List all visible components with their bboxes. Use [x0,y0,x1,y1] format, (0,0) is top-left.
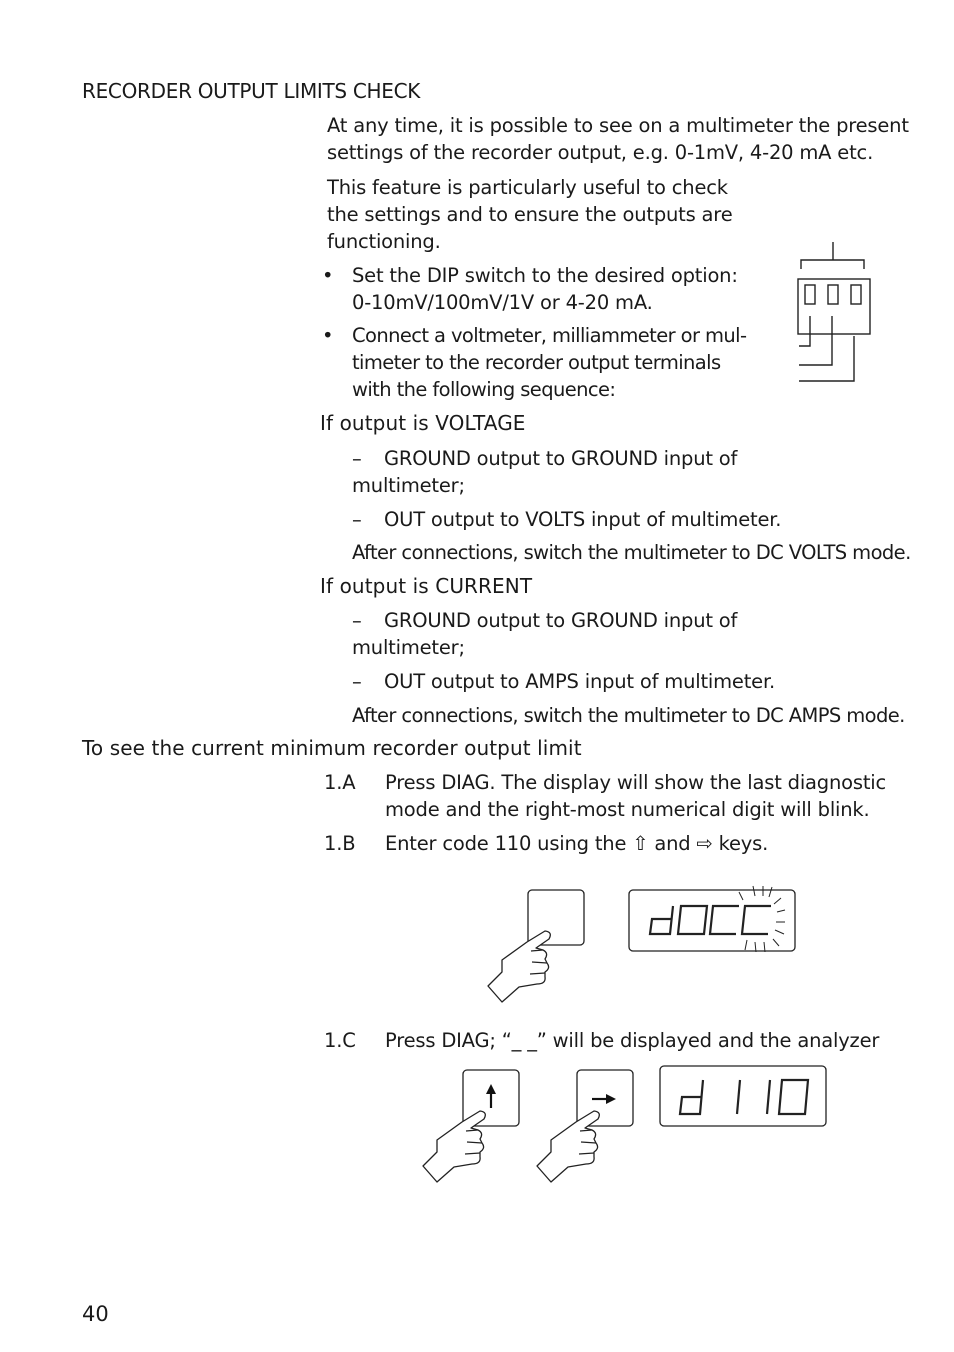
current-item2: OUT output to AMPS input of multimeter. [384,670,775,693]
bullet-2-line2: timeter to the recorder output terminals [352,351,721,374]
step-1c-text: Press DIAG; “_ _” will be displayed and the analyzer [385,1029,880,1052]
bullet-item-dip-switch [322,262,738,316]
pointing-hand-icon [423,1111,485,1182]
step-1c [324,1027,880,1054]
step-number: 1.C [324,1029,356,1052]
current-item-out [352,668,775,695]
section-title: RECORDER OUTPUT LIMITS CHECK [82,79,421,103]
figure-diag-key-press [485,884,805,1006]
step-1a [324,769,887,823]
intro-paragraph-1 [327,112,909,166]
intro-p1-line2: settings of the recorder output, e.g. 0-1mV, 4-20 mA etc. [327,141,874,164]
dash-marker: – [352,447,362,470]
intro-p2-line2: the settings and to ensure the outputs are [327,203,733,226]
current-item-ground [352,607,737,661]
voltage-item1-line1: GROUND output to GROUND input of [384,447,738,470]
right-arrow-icon [592,1094,616,1104]
current-heading: If output is CURRENT [320,574,533,598]
step-1b-text: Enter code 110 using the ⇧ and ⇨ keys. [385,832,769,855]
voltage-item2: OUT output to VOLTS input of multimeter. [384,508,782,531]
dash-marker: – [352,609,362,632]
pointing-hand-icon [488,931,550,1002]
bullet-item-connect-meter [322,322,747,403]
voltage-heading: If output is VOLTAGE [320,411,526,435]
current-item1-line2: multimeter; [352,636,465,659]
bullet-marker: • [322,264,334,287]
intro-paragraph-2 [327,174,733,255]
bullet-2-line1: Connect a voltmeter, milliammeter or mul- [352,324,747,347]
intro-p1-line1: At any time, it is possible to see on a multimeter the present [327,114,909,137]
current-note: After connections, switch the multimeter to DC AMPS mode. [352,704,905,727]
blink-rays-icon [739,886,785,952]
bullet-2-line3: with the following sequence: [352,378,616,401]
bullet-1-line1: Set the DIP switch to the desired option: [352,264,738,287]
voltage-item-ground [352,445,737,499]
voltage-note: After connections, switch the multimeter to DC VOLTS mode. [352,541,911,564]
intro-p2-line3: functioning. [327,230,441,253]
dash-marker: – [352,670,362,693]
step-1b [324,830,769,857]
step-1a-line2: mode and the right-most numerical digit will blink. [385,798,870,821]
up-arrow-icon [486,1084,496,1108]
figure-enter-code-keys [420,1062,830,1188]
step-number: 1.B [324,832,356,855]
step-number: 1.A [324,771,356,794]
pointing-hand-icon [537,1111,599,1182]
min-limit-heading: To see the current minimum recorder output limit [82,736,582,760]
bullet-marker: • [322,324,333,347]
bullet-1-line2: 0-10mV/100mV/1V or 4-20 mA. [352,291,653,314]
dip-switch-diagram [796,240,876,385]
voltage-item-out [352,506,781,533]
lcd-digits-d0cc [650,906,771,934]
intro-p2-line1: This feature is particularly useful to check [327,176,728,199]
lcd-digits-d110 [680,1080,808,1114]
page-number: 40 [82,1302,109,1326]
voltage-item1-line2: multimeter; [352,474,465,497]
current-item1-line1: GROUND output to GROUND input of [384,609,738,632]
dash-marker: – [352,508,362,531]
step-1a-line1: Press DIAG. The display will show the last diagnostic [385,771,887,794]
